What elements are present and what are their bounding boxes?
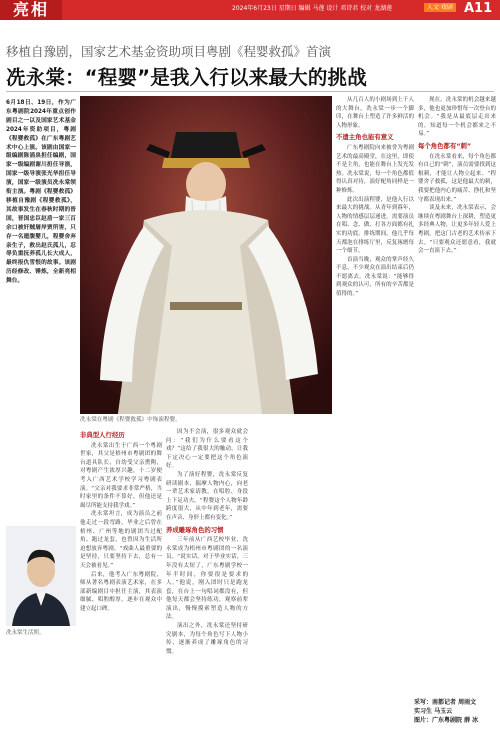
article-column-5	[418, 96, 496, 694]
paragraph: 因为不会演，很多观众就会问：“我们为什么要看这个戏？”这给了我很大的触动，让我下定决心一定要把这个角色演好。	[166, 429, 248, 470]
paragraph: 首演当晚，观众的掌声经久不息，不少观众在演出结束后仍不愿离去。冼永棠说：“能够得到观众的认可，所有的辛苦都是值得的。”	[336, 256, 414, 298]
paragraph: 为了演好程婴，冼永棠反复研读剧本，揣摩人物内心，向老一辈艺术家请教，在唱腔、身段上下足功夫。“程婴这个人物年龄跨度很大，从中年到老年，需要在声音、身形上都有变化。”	[166, 471, 248, 521]
article-subhead: 移植自豫剧，国家艺术基金资助项目粤剧《程婴救孤》首演	[6, 44, 332, 59]
main-stage-photo	[80, 96, 332, 414]
issue-info: 2024年6月23日 星期日 编辑 马莲 设计 邓诗君 校对 龙湖莲	[232, 5, 393, 12]
section-tag: 人文·戏剧	[424, 3, 456, 12]
paragraph: 现在，冼永棠的机会越来越多，他也更加珍惜每一次登台的机会。“我是从最底层走出来的，知道每一个机会都来之不易。”	[418, 97, 496, 138]
credit-intern: 实习生 马玉云	[414, 708, 453, 715]
article-headline: 冼永棠：“程婴”是我入行以来最大的挑战	[6, 66, 367, 89]
article-credits	[414, 698, 498, 725]
paragraph: 广东粤剧院向来被誉为粤剧艺术的最高殿堂，在这里，即使不是主角，也能在舞台上发光发热。冼永棠说，每一个角色都值得认真对待，演好配角同样是一种修炼。	[336, 144, 414, 194]
paragraph: 冼永棠坦言，成为演员之前他走过一段弯路，毕业之后曾在梧州、广州等地的剧团当过配角、跑过龙套，也曾因为生活所迫想放弃粤剧。“戏曲人最重要的是坚持，只要坚持下去，总有一天会被看见。”	[80, 511, 162, 569]
page-number: A11	[464, 1, 493, 16]
portrait-photo	[6, 526, 76, 626]
article-column-3	[166, 428, 248, 746]
article-column-4	[336, 96, 414, 746]
credit-photo: 图片：广东粤剧院 薛 冰	[414, 717, 479, 724]
paragraph: 谈及未来，冼永棠表示，会继续在粤剧舞台上深耕，塑造更多经典人物，让更多年轻人爱上粤剧，把这门古老的艺术传承下去。“只要观众还愿意看，我就会一直演下去。”	[418, 205, 496, 255]
section-label: 亮相	[0, 0, 62, 20]
paragraph: 演出之外，冼永棠还坚持研究剧本，为每个角色写下人物小传，逐渐养成了雕琢角色的习惯。	[166, 623, 248, 655]
section-heading: 养成雕琢角色的习惯	[166, 525, 224, 534]
divider	[6, 91, 494, 92]
paragraph: 冼永棠出生于广西一个粤剧世家，其父是梧州市粤剧团的舞台道具队长，自幼受父亲熏陶，对粤剧产生浓厚兴趣，十二岁便考入广西艺术学校学习粤剧表演。“父亲对我要求非常严格，当时家里的条件不算好，但他还是竭尽所能支持我学戏。”	[80, 442, 162, 509]
credit-writer: 采写：南都记者 周雨文	[414, 699, 477, 706]
article-column-2	[80, 428, 162, 746]
section-heading: 不遗主角也能有意义	[336, 133, 394, 142]
section-heading: 非典型人行经历	[80, 431, 125, 439]
section-heading: 每个角色都有“刺”	[418, 141, 472, 150]
paragraph: 从几百人的小剧场到上千人的大舞台，冼永棠一步一个脚印，在舞台上塑造了许多鲜活的人物形象。	[336, 97, 414, 129]
paragraph: 此次出演程婴，是他入行以来最大的挑战。从青年到暮年，人物的情感层层递进，需要演员在唱、念、做、打各方面都有扎实的功底。排练期间，他几乎每天都泡在排练厅里，反复琢磨每一个细节。	[336, 196, 414, 255]
portrait-caption: 冼永棠生活照。	[6, 630, 45, 636]
main-photo-caption: 冼永棠在粤剧《程婴救孤》中饰演程婴。	[80, 417, 181, 423]
paragraph: 三年前从广西艺校毕业，冼永棠成为梧州市粤剧团的一名演员。“说实话，对于毕业实话，三年没有太短了，广东粤剧学校一年半时间，你要很是要求的人。”他说，刚入团时只是跑龙套，在台上一句唱词都没有，但他每天都会坚持练功，观察前辈演出，慢慢摸索塑造人物的方法。	[166, 537, 248, 621]
paragraph: 后来，他考入广东粤剧院，师从著名粤剧表演艺术家，在多部新编剧目中担任主演，其表演细腻、唱腔醇厚，逐步在观众中建立起口碑。	[80, 571, 162, 612]
paragraph: 在冼永棠看来，每个角色都有自己的“刺”，演员需要找到这根刺，才能让人物立起来。“程婴舍子救孤，这是他最大的刺，我要把他内心的痛苦、挣扎和坚守都表现出来。”	[418, 153, 496, 203]
article-lead: 6月18日、19日，作为广东粤剧院2024年重点创作剧目之一以及国家艺术基金2024年资助项目，粤剧《程婴救孤》在广东粤剧艺术中心上演。该剧由国家一级编剧陈涌泉担任编剧，国家一级编剧谢川担任导演，国家一级导演张光华担任导演，国家一级演员冼永棠领衔主演。粤剧《程婴救孤》移植自豫剧《程婴救孤》，其故事发生在春秋时期的晋国，晋国忠臣赵盾一家三百余口被奸贼屠岸贾所害，只存一名遗腹婴儿，程婴舍弃亲生子，救出赵氏孤儿，忍辱负重抚养孤儿长大成人，最终报仇雪恨的故事。该剧历经修改、锤炼，全新亮相舞台。	[6, 100, 76, 285]
